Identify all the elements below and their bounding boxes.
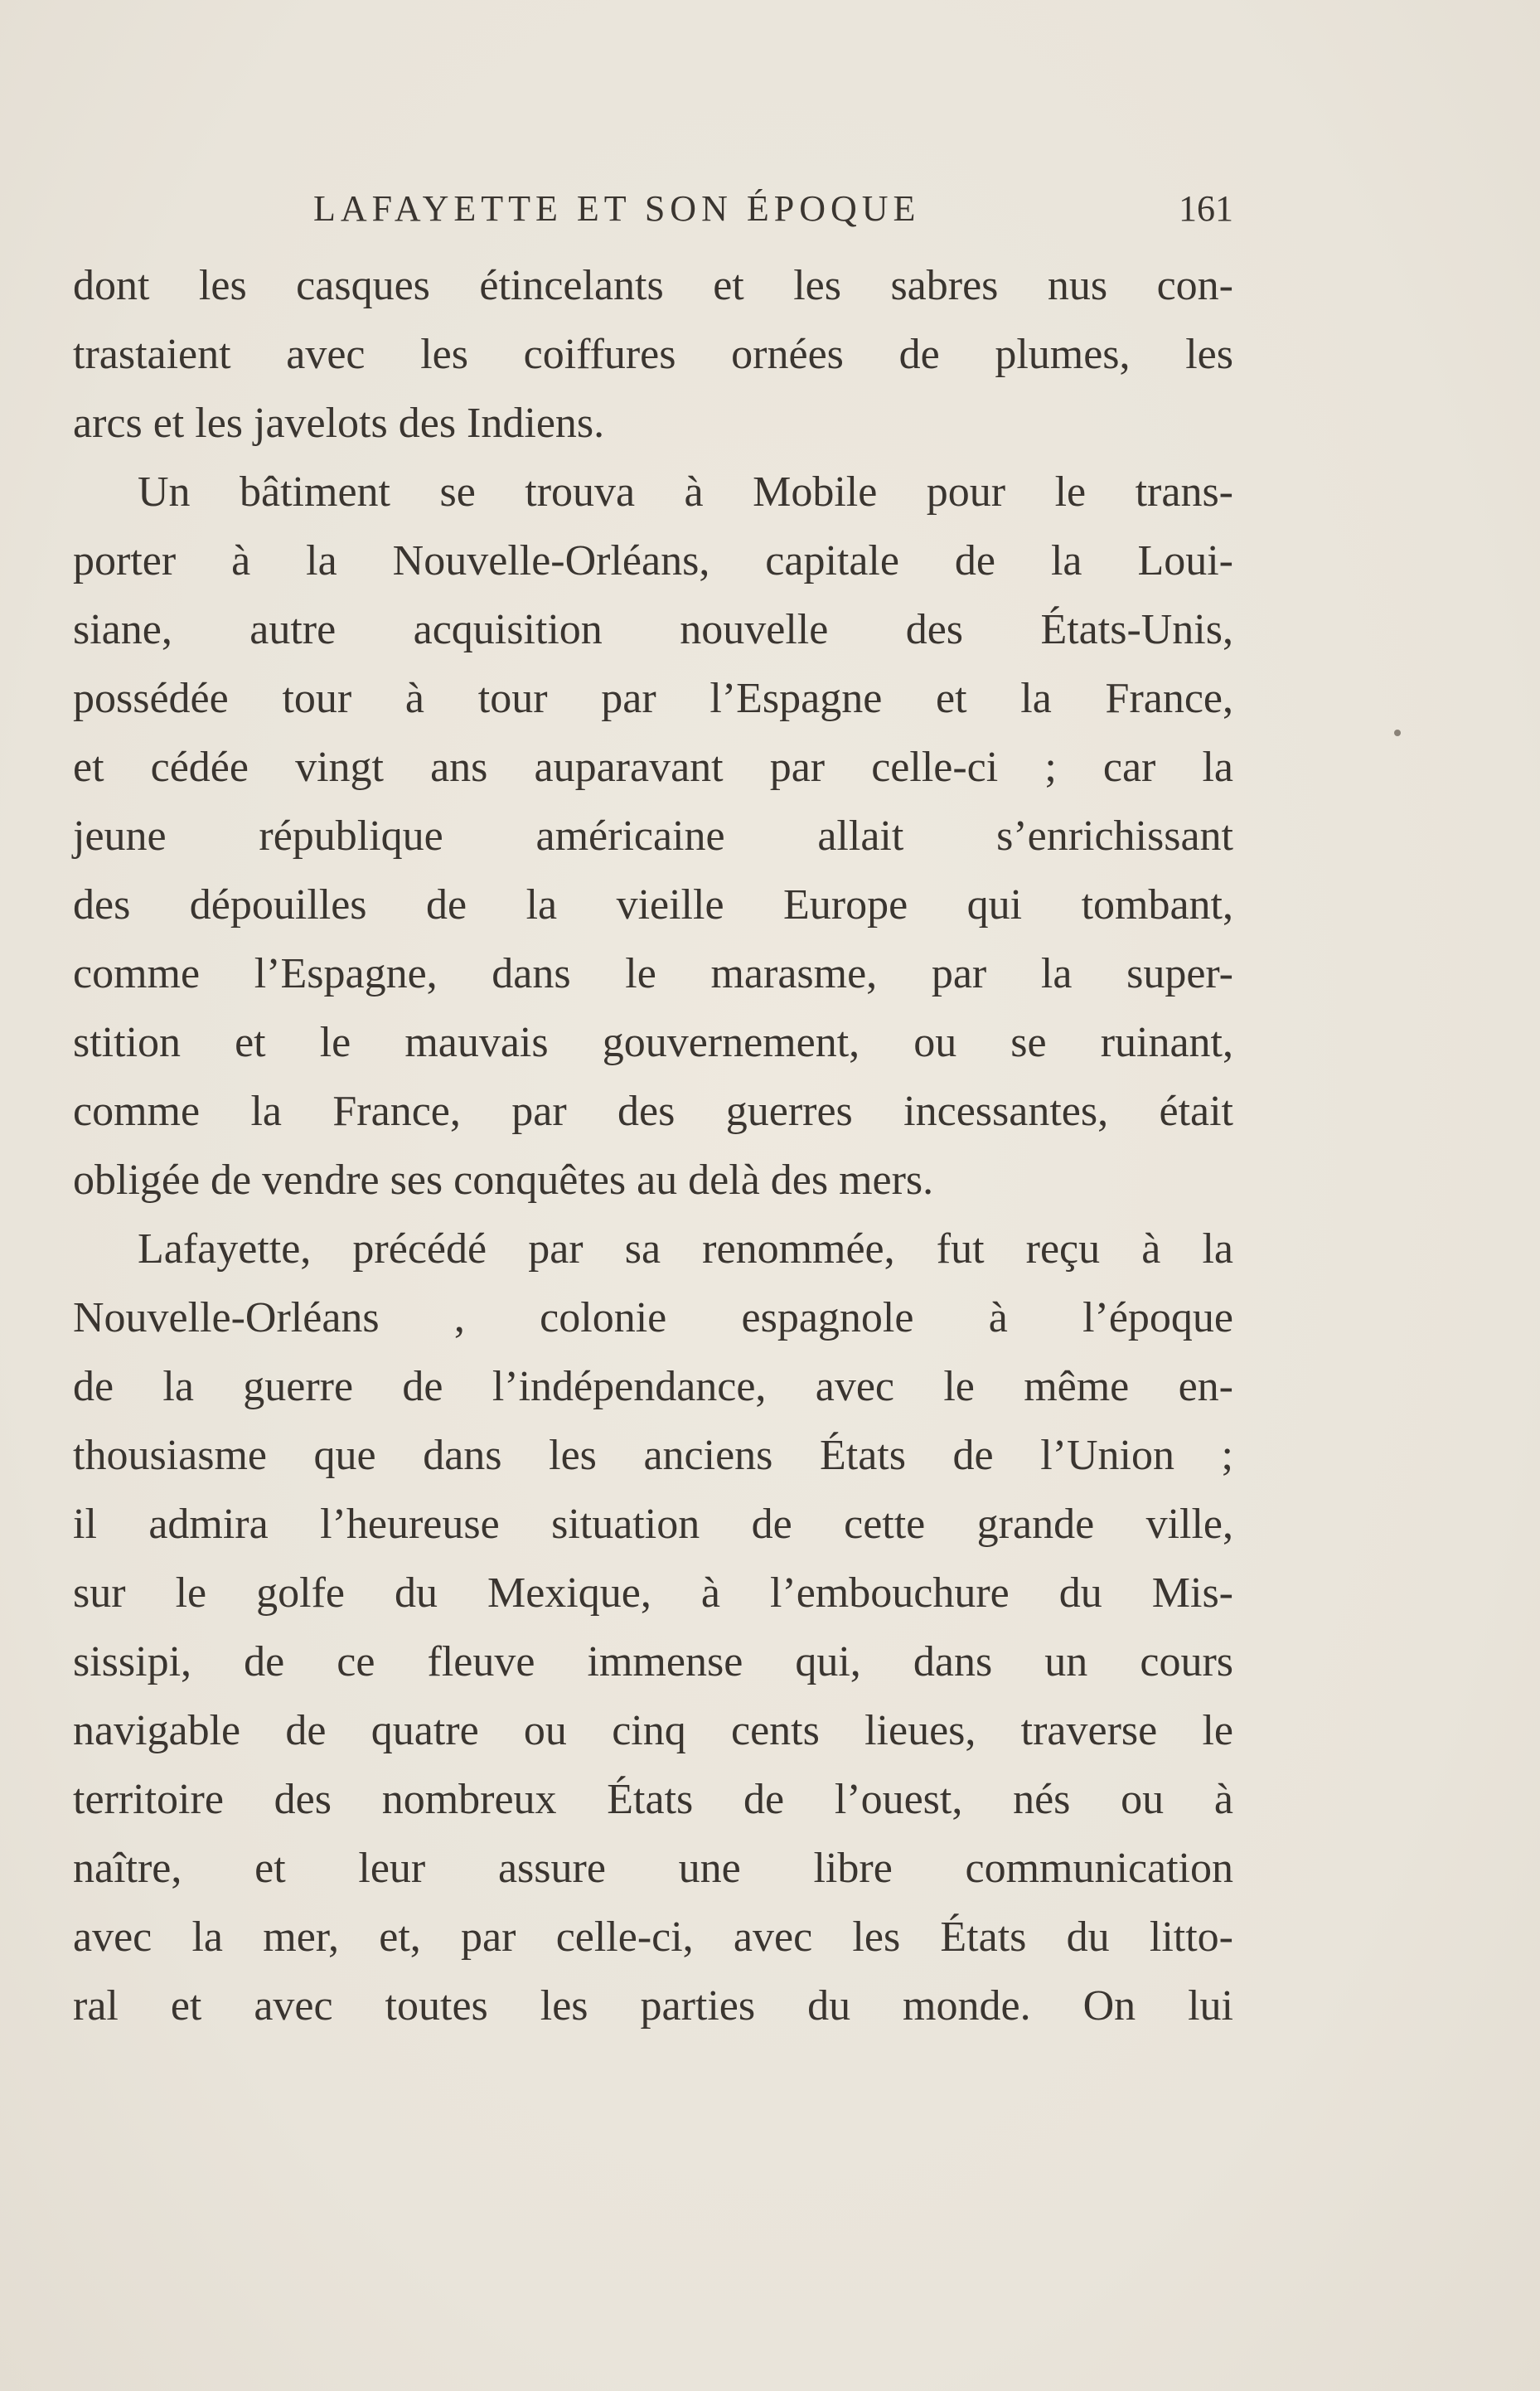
text-line: comme l’Espagne, dans le marasme, par la super- bbox=[73, 950, 1233, 997]
text-line: porter à la Nouvelle-Orléans, capitale de la Loui- bbox=[73, 537, 1233, 584]
text-line: Nouvelle-Orléans , colonie espagnole à l’époque bbox=[73, 1294, 1233, 1341]
text-line: sissipi, de ce fleuve immense qui, dans un cours bbox=[73, 1638, 1233, 1685]
text-line: ral et avec toutes les parties du monde. On lui bbox=[73, 1982, 1233, 2030]
text-line: jeune république américaine allait s’enrichissant bbox=[73, 812, 1233, 860]
text-line: dont les casques étincelants et les sabres nus con- bbox=[73, 262, 1233, 309]
body-text bbox=[73, 251, 1233, 2040]
text-line: arcs et les javelots des Indiens. bbox=[73, 400, 605, 447]
text-line: thousiasme que dans les anciens États de l’Union ; bbox=[73, 1432, 1233, 1479]
text-line: de la guerre de l’indépendance, avec le même en- bbox=[73, 1363, 1233, 1410]
text-line: navigable de quatre ou cinq cents lieues, traverse le bbox=[73, 1707, 1233, 1754]
text-line: Un bâtiment se trouva à Mobile pour le trans- bbox=[138, 468, 1233, 516]
text-line: comme la France, par des guerres incessantes, était bbox=[73, 1088, 1233, 1135]
text-line: stition et le mauvais gouvernement, ou se ruinant, bbox=[73, 1019, 1233, 1066]
text-line: siane, autre acquisition nouvelle des États-Unis, bbox=[73, 606, 1233, 653]
text-line: obligée de vendre ses conquêtes au delà des mers. bbox=[73, 1157, 934, 1204]
text-line: Lafayette, précédé par sa renommée, fut reçu à la bbox=[138, 1225, 1233, 1273]
text-line: territoire des nombreux États de l’ouest, nés ou à bbox=[73, 1776, 1233, 1823]
text-line: des dépouilles de la vieille Europe qui tombant, bbox=[73, 881, 1233, 929]
text-line: naître, et leur assure une libre communication bbox=[73, 1845, 1233, 1892]
text-line: avec la mer, et, par celle-ci, avec les États du litto- bbox=[73, 1913, 1233, 1961]
running-title: LAFAYETTE ET SON ÉPOQUE bbox=[313, 188, 921, 229]
text-line: possédée tour à tour par l’Espagne et la France, bbox=[73, 675, 1233, 722]
text-line: et cédée vingt ans auparavant par celle-ci ; car la bbox=[73, 744, 1233, 791]
paper-speck bbox=[1394, 730, 1401, 736]
page-number: 161 bbox=[1179, 188, 1233, 229]
running-head bbox=[73, 184, 1233, 234]
text-line: sur le golfe du Mexique, à l’embouchure du Mis- bbox=[73, 1569, 1233, 1617]
text-line: il admira l’heureuse situation de cette grande ville, bbox=[73, 1501, 1233, 1548]
text-line: trastaient avec les coiffures ornées de plumes, les bbox=[73, 331, 1233, 378]
